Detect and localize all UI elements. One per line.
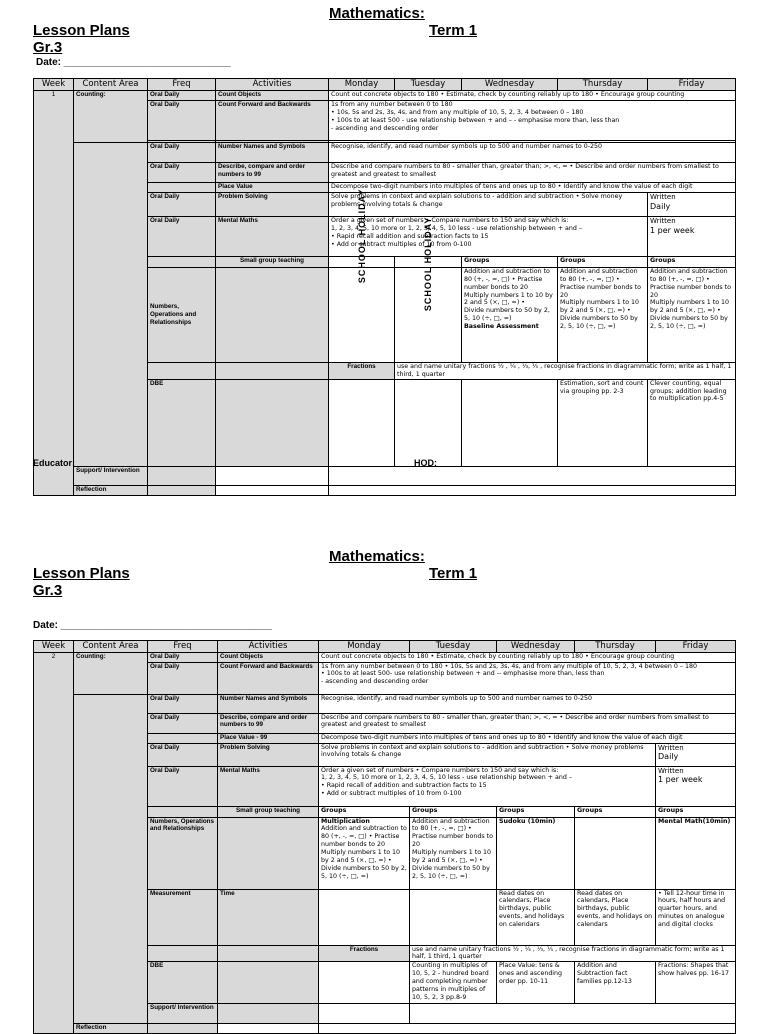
- support-label: Support/ Intervention: [74, 467, 148, 486]
- small-group-teaching: Small group teaching: [216, 257, 329, 268]
- hod-signature[interactable]: HOD: ______________________________: [414, 458, 590, 468]
- groups-label: Groups: [558, 257, 648, 268]
- friday-group-cell: Addition and subtraction to 80 (+, -, =, □) • Practise number bonds to 20 Multiply numbers 1 to 10 by 2 and 5 (×, □, =) • Divide numbers to 50 by 2, 5, 10 (÷, □, =): [648, 268, 736, 363]
- header-tuesday: Tuesday: [410, 641, 497, 653]
- school-holiday-tuesday: SCHOOL HOLIDAY: [395, 268, 462, 363]
- activity-desc: Order a given set of numbers • Compare numbers to 150 and say which is: 1, 2, 3, 4, 5, 10 more or 1, 2, 3, 4, 5, 10 less - use relationship between + and – • Rapid recall of addition and subtraction facts to 15 • Add or subtract multiples of 10 from 0-100: [319, 766, 656, 806]
- activity-desc: Recognise, identify, and read number symbols up to 500 and number names to 0-250: [329, 143, 736, 163]
- freq-oral-daily: Oral Daily: [148, 101, 216, 141]
- thursday-group-cell: Addition and subtraction to 80 (+, -, =, □) • Practise number bonds to 20 Multiply numbers 1 to 10 by 2 and 5 (×, □, =) • Divide numbers to 50 by 2, 5, 10 (÷, □, =): [558, 268, 648, 363]
- activity-desc: 1s from any number between 0 to 180 • 10s, 5s and 2s, 3s, 4s, and from any multiple of 10, 5, 2, 3, 4 between 0 – 180 • 100s to at least 500 - use relationship between + and – - emphasise more than, less than - ascending and descending order: [329, 101, 736, 141]
- freq-oral-daily: Oral Daily: [148, 652, 218, 662]
- time-thursday: Read dates on calendars, Place birthdays, public events, and holidays on calendars: [575, 889, 656, 945]
- dbe-wednesday: Addition and Subtraction fact families pp.12-13: [575, 962, 656, 1004]
- activity-problem-solving: Problem Solving: [216, 193, 329, 217]
- header-wednesday: Wednesday: [462, 79, 558, 91]
- activity-count-forward: Count Forward and Backwards: [216, 101, 329, 141]
- dbe-label: DBE: [148, 962, 218, 1004]
- school-holiday-monday: SCHOOL HOLIDAY: [329, 268, 395, 363]
- activity-desc: Count out concrete objects to 180 • Estimate, check by counting reliably up to 180 • Encourage group counting: [319, 652, 736, 662]
- header-content-area: Content Area: [74, 641, 148, 653]
- activity-desc: Decompose two-digit numbers into multiples of tens and ones up to 80 • Identify and know the value of each digit: [319, 733, 736, 743]
- grade-label-2: Gr.3: [33, 582, 63, 599]
- activity-count-objects: Count Objects: [218, 652, 319, 662]
- activity-count-objects: Count Objects: [216, 91, 329, 101]
- activity-desc: use and name unitary fractions ½ , ¼ , ⅓, ⅕ , recognise fractions in diagrammatic form; write as 1 half, 1 third, 1 quarter: [410, 945, 736, 962]
- term-label-1: Term 1: [429, 22, 478, 39]
- groups-label: Groups: [497, 806, 575, 817]
- wednesday-group-cell: Addition and subtraction to 80 (+, -, =, □) • Practise number bonds to 20 Multiply numbers 1 to 10 by 2 and 5 (×, □, =) • Divide numbers to 50 by 2, 5, 10 (÷, □, =) Baseline Assessment: [462, 268, 558, 363]
- activity-desc: Solve problems in context and explain solutions to - addition and subtraction • Solve money problems involving totals & change: [329, 193, 648, 217]
- activity-mental-maths: Mental Maths: [218, 766, 319, 806]
- written-daily-cell: Written Daily: [648, 193, 736, 217]
- header-wednesday: Wednesday: [497, 641, 575, 653]
- written-daily-cell: Written Daily: [656, 743, 736, 766]
- content-measurement: Measurement: [148, 889, 218, 945]
- header-freq: Freq: [148, 79, 216, 91]
- reflection-label: Reflection: [74, 1024, 148, 1034]
- content-area-counting: Counting:: [74, 91, 148, 143]
- activity-desc: use and name unitary fractions ½ , ¼ , ⅓, ⅕ , recognise fractions in diagrammatic form; write as 1 half, 1 third, 1 quarter: [395, 363, 736, 380]
- header-content-area: Content Area: [74, 79, 148, 91]
- groups-label: Groups: [648, 257, 736, 268]
- small-group-teaching: Small group teaching: [218, 806, 319, 817]
- activity-describe: Describe, compare and order numbers to 99: [216, 163, 329, 183]
- dbe-wednesday: Estimation, sort and count via grouping pp. 2-3: [558, 379, 648, 466]
- lesson-plans-title-1: Lesson Plans: [33, 22, 130, 39]
- activity-count-forward: Count Forward and Backwards: [218, 662, 319, 694]
- header-thursday: Thursday: [558, 79, 648, 91]
- dbe-thursday: Fractions: Shapes that show halves pp. 16-17: [656, 962, 736, 1004]
- week-number: 1: [34, 91, 74, 496]
- header-friday: Friday: [648, 79, 736, 91]
- header-monday: Monday: [329, 79, 395, 91]
- activity-desc: Describe and compare numbers to 80 - smaller than, greater than; >, <, = • Describe and order numbers from smallest to greatest and greatest to smallest: [319, 713, 736, 733]
- groups-label: Groups: [656, 806, 736, 817]
- freq-oral-daily: Oral Daily: [148, 694, 218, 713]
- term-label-2: Term 1: [429, 565, 478, 582]
- week-number: 2: [34, 652, 74, 1034]
- activity-number-names: Number Names and Symbols: [216, 143, 329, 163]
- freq-oral-daily: Oral Daily: [148, 91, 216, 101]
- groups-label: Groups: [410, 806, 497, 817]
- activity-desc: Solve problems in context and explain solutions to - addition and subtraction • Solve money problems involving totals & change: [319, 743, 656, 766]
- groups-label: Groups: [462, 257, 558, 268]
- header-activities: Activities: [216, 79, 329, 91]
- activity-desc: Order a given set of numbers • Compare numbers to 150 and say which is: 1, 2, 3, 4, 5, 10 more or 1, 2, 3, 4, 5, 10 less - use relationship between + and – • Rapid recall addition and subtraction facts to 15 • Add or subtract multiples of 10 from 0-100: [329, 217, 648, 257]
- header-week: Week: [34, 641, 74, 653]
- lesson-plans-title-2: Lesson Plans: [33, 565, 130, 582]
- content-numbers-ops: Numbers, Operations and Relationships: [148, 817, 218, 889]
- activity-problem-solving: Problem Solving: [218, 743, 319, 766]
- written-week-cell: Written 1 per week: [656, 766, 736, 806]
- activity-time: Time: [218, 889, 319, 945]
- time-friday: • Tell 12-hour time in hours, half hours and quarter hours, and minutes on analogue and digital clocks: [656, 889, 736, 945]
- groups-label: Groups: [319, 806, 410, 817]
- activity-desc: Decompose two-digit numbers into multiples of tens and ones up to 80 • Identify and know the value of each digit: [329, 183, 736, 193]
- time-wednesday: Read dates on calendars, Place birthdays, public events, and holidays on calendars: [497, 889, 575, 945]
- freq-oral-daily: Oral Daily: [148, 143, 216, 163]
- freq-oral-daily: Oral Daily: [148, 766, 218, 806]
- header-freq: Freq: [148, 641, 218, 653]
- activity-fractions: Fractions: [319, 945, 410, 962]
- dbe-monday: Counting in multiples of 10, 5, 2 - hundred board and completing number patterns in multiples of 10, 5, 2, 3 pp.8-9: [410, 962, 497, 1004]
- dbe-thursday: Clever counting, equal groups; addition leading to multiplication pp.4-5: [648, 379, 736, 466]
- date-field-1[interactable]: Date: ______________________________: [36, 57, 231, 68]
- groups-label: Groups: [575, 806, 656, 817]
- support-label: Support/ Intervention: [148, 1004, 218, 1024]
- header-friday: Friday: [656, 641, 736, 653]
- freq-oral-daily: Oral Daily: [148, 713, 218, 733]
- monday-group-cell: Multiplication Addition and subtraction to 80 (+, -, =, □) • Practise number bonds to 20 Multiply numbers 1 to 10 by 2 and 5 (×, □, =) • Divide numbers to 50 by 2, 5, 10 (÷, □, =): [319, 817, 410, 889]
- friday-group-cell: Mental Math(10min): [656, 817, 736, 889]
- content-area-counting: Counting:: [74, 652, 148, 694]
- lesson-plan-table-2: [33, 640, 736, 1034]
- dbe-tuesday: Place Value: tens & ones and ascending order pp. 10-11: [497, 962, 575, 1004]
- header-week: Week: [34, 79, 74, 91]
- subject-heading-1: Mathematics:: [329, 5, 425, 22]
- grade-label-1: Gr.3: [33, 39, 63, 56]
- activity-place-value: Place Value: [216, 183, 329, 193]
- header-activities: Activities: [218, 641, 319, 653]
- educator-signature[interactable]: Educator: ______________________________: [33, 458, 228, 468]
- reflection-label: Reflection: [74, 486, 148, 496]
- date-field-2[interactable]: Date: ______________________________________: [33, 620, 273, 631]
- freq-oral-daily: Oral Daily: [148, 217, 216, 257]
- content-area-numbers-ops: [74, 143, 148, 467]
- activity-fractions: Fractions: [329, 363, 395, 380]
- activity-desc: Describe and compare numbers to 80 - smaller than, greater than; >, <, = • Describe and order numbers from smallest to greatest and greatest to smallest: [329, 163, 736, 183]
- activity-desc: 1s from any number between 0 to 180 • 10s, 5s and 2s, 3s, 4s, and from any multiple of 10, 5, 2, 3, 4 between 0 – 180 • 100s to at least 500- use relationship between + and -- emphasise more than, less than - ascending and descending order: [319, 662, 736, 694]
- subject-heading-2: Mathematics:: [329, 548, 425, 565]
- header-monday: Monday: [319, 641, 410, 653]
- activity-desc: Count out concrete objects to 180 • Estimate, check by counting reliably up to 180 • Encourage group counting: [329, 91, 736, 101]
- header-tuesday: Tuesday: [395, 79, 462, 91]
- freq-oral-daily: Oral Daily: [148, 163, 216, 183]
- activity-number-names: Number Names and Symbols: [218, 694, 319, 713]
- written-week-cell: Written 1 per week: [648, 217, 736, 257]
- activity-desc: Recognise, identify, and read number symbols up to 500 and number names to 0-250: [319, 694, 736, 713]
- wednesday-group-cell: Sudoku (10min): [497, 817, 575, 889]
- freq-oral-daily: Oral Daily: [148, 743, 218, 766]
- header-thursday: Thursday: [575, 641, 656, 653]
- tuesday-group-cell: Addition and subtraction to 80 (+, -, =, □) • Practise number bonds to 20 Multiply numbers 1 to 10 by 2 and 5 (×, □, =) • Divide numbers to 50 by 2, 5, 10 (÷, □, =): [410, 817, 497, 889]
- activity-describe: Describe, compare and order numbers to 99: [218, 713, 319, 733]
- activity-place-value: Place Value - 99: [218, 733, 319, 743]
- activity-mental-maths: Mental Maths: [216, 217, 329, 257]
- dbe-label: DBE: [148, 379, 216, 466]
- content-numbers-ops: Numbers, Operations and Relationships: [148, 268, 216, 363]
- lesson-plan-table-1: [33, 78, 736, 496]
- freq-oral-daily: Oral Daily: [148, 662, 218, 694]
- freq-oral-daily: Oral Daily: [148, 193, 216, 217]
